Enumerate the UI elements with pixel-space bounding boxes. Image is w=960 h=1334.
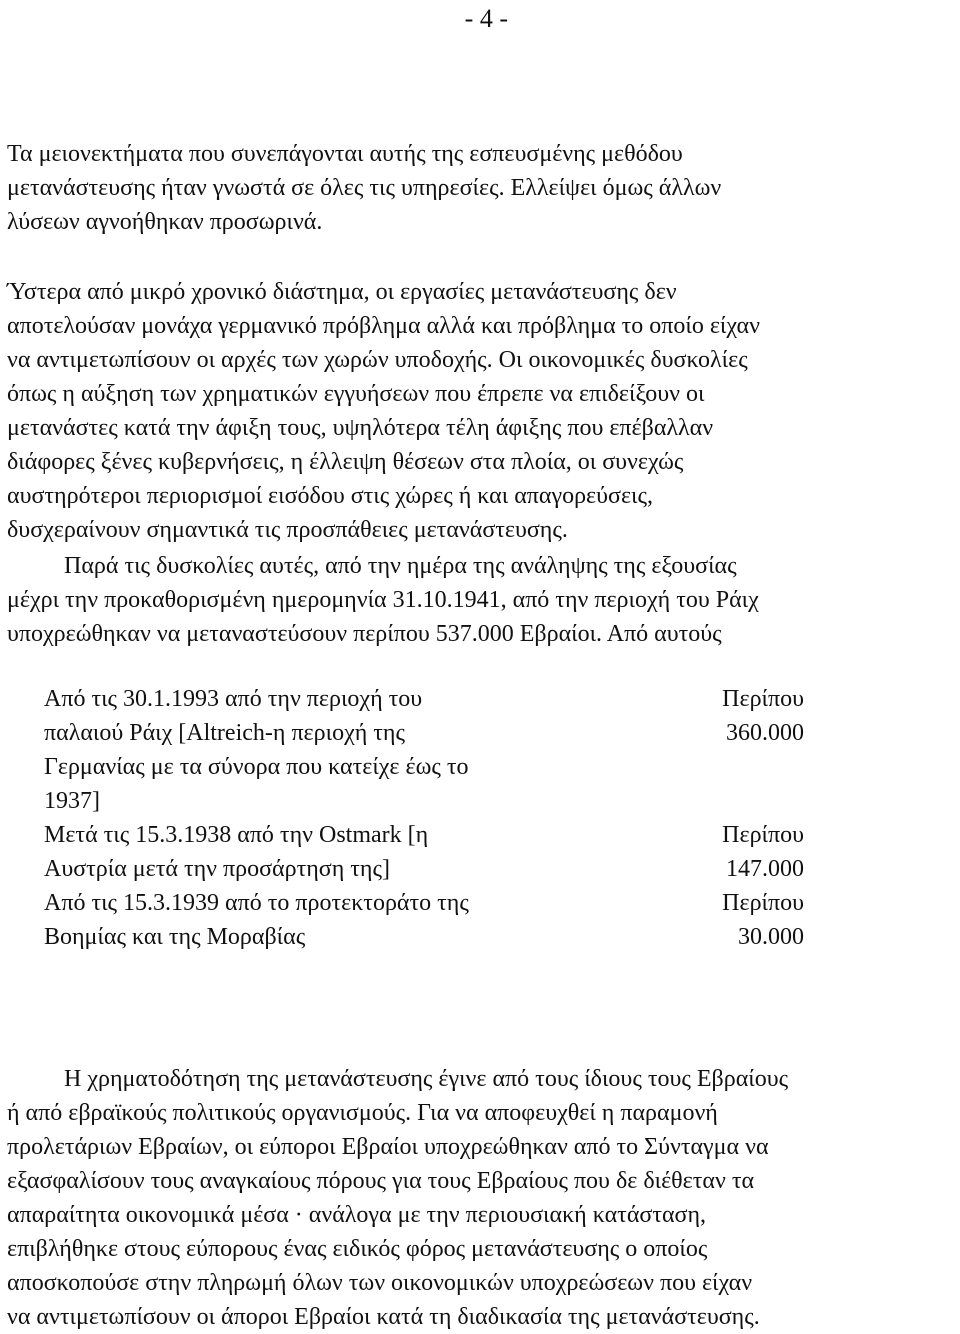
description-line: Γερμανίας με τα σύνορα που κατείχε έως το bbox=[44, 754, 469, 780]
table-row bbox=[44, 818, 804, 886]
text-line: διάφορες ξένες κυβερνήσεις, η έλλειψη θέσεων στα πλοία, οι συνεχώς bbox=[7, 449, 684, 475]
text-line: λύσεων αγνοήθηκαν προσωρινά. bbox=[7, 209, 323, 235]
text-line: επιβλήθηκε στους εύπορους ένας ειδικός φόρος μετανάστευσης ο οποίος bbox=[7, 1236, 708, 1262]
paragraph-emigration-count bbox=[7, 549, 952, 651]
text-line: Ύστερα από μικρό χρονικό διάστημα, οι εργασίες μετανάστευσης δεν bbox=[7, 279, 677, 305]
text-line: αποσκοπούσε στην πληρωμή όλων των οικονομικών υποχρεώσεων που είχαν bbox=[7, 1270, 753, 1296]
text-line: υποχρεώθηκαν να μεταναστεύσουν περίπου 537.000 Εβραίοι. Από αυτούς bbox=[7, 621, 722, 647]
page-number-text: - 4 - bbox=[464, 4, 508, 33]
text-line: εξασφαλίσουν τους αναγκαίους πόρους για τους Εβραίους που δε διέθεταν τα bbox=[7, 1168, 755, 1194]
table-row bbox=[44, 682, 804, 818]
description-line: 1937] bbox=[44, 788, 100, 814]
amount-value: 147.000 bbox=[726, 856, 804, 882]
description-line: Μετά τις 15.3.1938 από την Ostmark [η bbox=[44, 822, 429, 848]
row-description bbox=[44, 682, 564, 818]
text-line: αποτελούσαν μονάχα γερμανικό πρόβλημα αλλά και πρόβλημα το οποίο είχαν bbox=[7, 313, 760, 339]
text-line: μετανάστες κατά την άφιξη τους, υψηλότερα τέλη άφιξης που επέβαλλαν bbox=[7, 415, 714, 441]
table-row bbox=[44, 886, 804, 954]
text-line: μέχρι την προκαθορισμένη ημερομηνία 31.10.1941, από την περιοχή του Ράιχ bbox=[7, 587, 759, 613]
amount-value: 30.000 bbox=[738, 924, 804, 950]
text-line: ή από εβραϊκούς πολιτικούς οργανισμούς. Για να αποφευχθεί η παραμονή bbox=[7, 1100, 718, 1126]
description-line: Από τις 30.1.1993 από την περιοχή του bbox=[44, 686, 423, 712]
amount-label: Περίπου bbox=[722, 890, 804, 916]
amount-label: Περίπου bbox=[722, 686, 804, 712]
text-line: δυσχεραίνουν σημαντικά τις προσπάθειες μετανάστευσης. bbox=[7, 517, 568, 543]
paragraph-financing bbox=[7, 1062, 952, 1334]
text-line: να αντιμετωπίσουν οι αρχές των χωρών υποδοχής. Οι οικονομικές δυσκολίες bbox=[7, 347, 748, 373]
page-number bbox=[0, 2, 960, 36]
text-line: Τα μειονεκτήματα που συνεπάγονται αυτής της εσπευσμένης μεθόδου bbox=[7, 141, 683, 167]
amount-label: Περίπου bbox=[722, 822, 804, 848]
description-line: Από τις 15.3.1939 από το προτεκτοράτο της bbox=[44, 890, 469, 916]
text-line: μετανάστευσης ήταν γνωστά σε όλες τις υπηρεσίες. Ελλείψει όμως άλλων bbox=[7, 175, 722, 201]
text-line: Η χρηματοδότηση της μετανάστευσης έγινε από τους ίδιους τους Εβραίους bbox=[64, 1066, 789, 1092]
text-line: Παρά τις δυσκολίες αυτές, από την ημέρα της ανάληψης της εξουσίας bbox=[64, 553, 737, 579]
description-line: παλαιού Ράιχ [Altreich-η περιοχή της bbox=[44, 720, 405, 746]
text-line: να αντιμετωπίσουν οι άποροι Εβραίοι κατά τη διαδικασία της μετανάστευσης. bbox=[7, 1304, 760, 1330]
description-line: Βοημίας και της Μοραβίας bbox=[44, 924, 306, 950]
description-line: Αυστρία μετά την προσάρτηση της] bbox=[44, 856, 390, 882]
amount-value: 360.000 bbox=[726, 720, 804, 746]
text-line: αυστηρότεροι περιορισμοί εισόδου στις χώρες ή και απαγορεύσεις, bbox=[7, 483, 653, 509]
emigration-table bbox=[44, 682, 804, 954]
text-line: απαραίτητα οικονομικά μέσα · ανάλογα με την περιουσιακή κατάσταση, bbox=[7, 1202, 707, 1228]
text-line: όπως η αύξηση των χρηματικών εγγυήσεων που έπρεπε να επιδείξουν οι bbox=[7, 381, 705, 407]
row-amount bbox=[654, 886, 804, 954]
row-amount bbox=[654, 818, 804, 886]
paragraph-disadvantages bbox=[7, 137, 952, 239]
row-description bbox=[44, 886, 564, 954]
paragraph-difficulties bbox=[7, 275, 952, 547]
row-description bbox=[44, 818, 564, 886]
row-amount bbox=[654, 682, 804, 750]
text-line: προλετάριων Εβραίων, οι εύποροι Εβραίοι υποχρεώθηκαν από το Σύνταγμα να bbox=[7, 1134, 769, 1160]
